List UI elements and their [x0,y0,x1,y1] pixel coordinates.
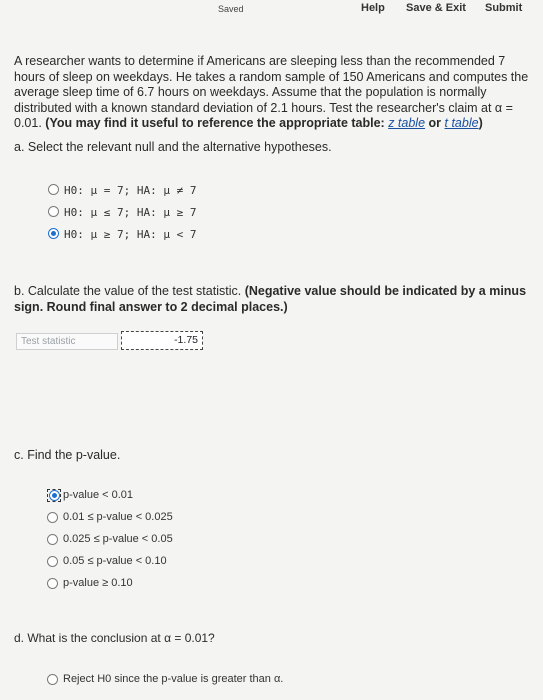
part-c-prompt: c. Find the p-value. [14,448,121,462]
part-b-prompt [14,284,529,315]
help-button[interactable]: Help [361,2,385,14]
z-table-link[interactable]: z table [388,116,426,130]
pvalue-label: 0.01 ≤ p-value < 0.025 [63,511,173,523]
radio-button[interactable] [47,556,58,567]
saved-status: Saved [218,4,244,14]
pvalue-label: p-value ≥ 0.10 [63,577,133,589]
paren-close: ) [478,116,483,130]
submit-button[interactable]: Submit [485,2,523,14]
question-stem [14,54,529,132]
radio-button[interactable] [47,578,58,589]
top-bar [0,0,543,22]
pvalue-label: p-value < 0.01 [63,489,134,501]
test-statistic-label: Test statistic [16,333,118,350]
or-text: or [428,116,442,130]
hypothesis-label: H0: μ = 7; HA: μ ≠ 7 [64,184,197,197]
hypothesis-label: H0: μ ≥ 7; HA: μ < 7 [64,228,197,241]
table-reference-text: (You may find it useful to reference the appropriate table: [45,116,385,130]
radio-button[interactable] [48,184,59,195]
question-text: A researcher wants to determine if Americans are sleeping less than the recommended 7 hours of sleep on weekdays. He takes a random sample of 150 Americans and computes the average sleep time of 6.7 hours on weekdays. Assume that the population is normally distributed with a known standard deviation of 2.1 hours. Test the researcher's claim at α = 0.01. [14,54,529,130]
save-exit-button[interactable]: Save & Exit [406,2,466,14]
part-a-prompt: a. Select the relevant null and the alternative hypotheses. [14,140,332,154]
part-b-text: b. Calculate the value of the test statistic. [14,284,242,298]
part-b-instruction: (Negative value should be indicated by a minus sign. Round final answer to 2 decimal places.) [14,284,527,314]
test-statistic-input[interactable]: -1.75 [121,331,203,350]
radio-button-selected[interactable] [49,490,60,501]
hypothesis-label: H0: μ ≤ 7; HA: μ ≥ 7 [64,206,197,219]
radio-button[interactable] [47,534,58,545]
radio-button[interactable] [47,674,58,685]
t-table-link[interactable]: t table [444,116,479,130]
pvalue-label: 0.025 ≤ p-value < 0.05 [63,533,173,545]
radio-button[interactable] [47,512,58,523]
radio-button-selected[interactable] [48,228,59,239]
pvalue-label: 0.05 ≤ p-value < 0.10 [63,555,167,567]
part-d-prompt: d. What is the conclusion at α = 0.01? [14,631,215,645]
conclusion-label: Reject H0 since the p-value is greater than α. [63,673,284,685]
radio-button[interactable] [48,206,59,217]
